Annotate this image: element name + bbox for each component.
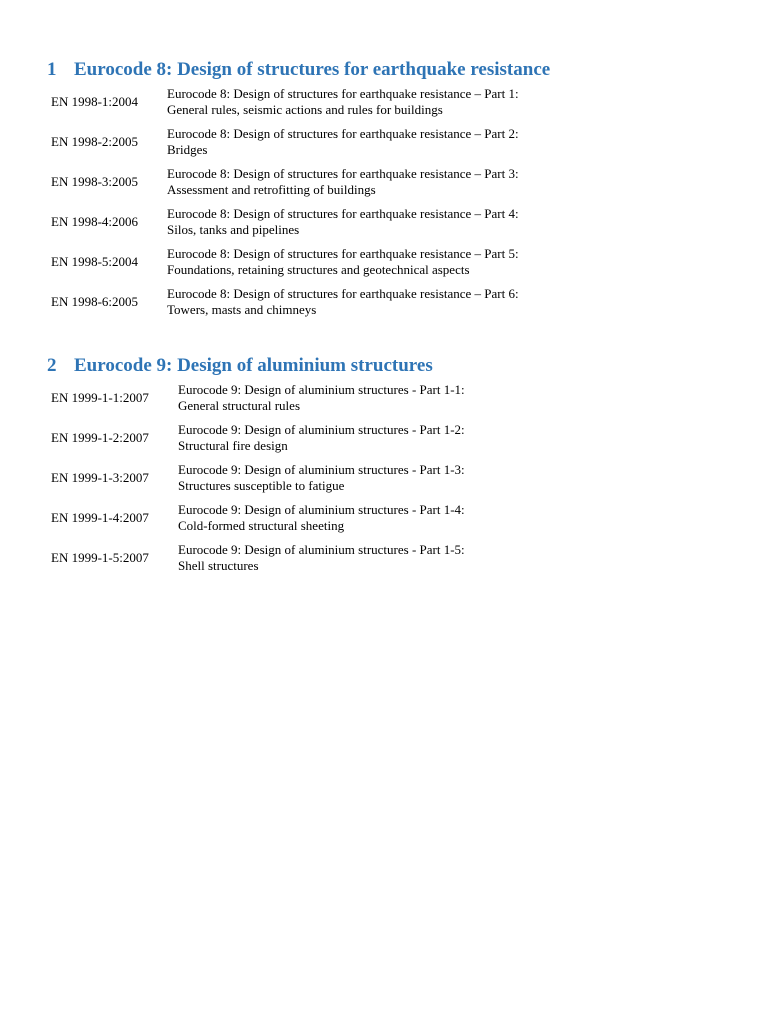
standard-code: EN 1998-5:2004 [51, 254, 139, 269]
section-number: 1 [47, 59, 57, 80]
standard-description [167, 166, 519, 198]
description-line-1: Eurocode 8: Design of structures for earthquake resistance – Part 4: [167, 206, 519, 221]
description-line-1: Eurocode 9: Design of aluminium structures - Part 1-3: [178, 462, 465, 477]
standard-description [178, 542, 465, 574]
description-line-2: Shell structures [178, 558, 259, 573]
standard-description [178, 422, 465, 454]
description-line-1: Eurocode 9: Design of aluminium structures - Part 1-1: [178, 382, 465, 397]
section-title: Eurocode 8: Design of structures for earthquake resistance [74, 59, 551, 80]
description-line-1: Eurocode 8: Design of structures for earthquake resistance – Part 1: [167, 86, 519, 101]
description-line-2: Bridges [167, 142, 208, 157]
section-title: Eurocode 9: Design of aluminium structures [74, 355, 433, 376]
standard-description [167, 246, 519, 278]
section-heading [47, 58, 727, 82]
description-line-2: Towers, masts and chimneys [167, 302, 317, 317]
standard-code: EN 1999-1-2:2007 [51, 430, 149, 445]
standard-code: EN 1999-1-4:2007 [51, 510, 149, 525]
description-line-1: Eurocode 8: Design of structures for earthquake resistance – Part 2: [167, 126, 519, 141]
standard-code: EN 1998-2:2005 [51, 134, 139, 149]
section-number: 2 [47, 355, 57, 376]
description-line-1: Eurocode 8: Design of structures for earthquake resistance – Part 3: [167, 166, 519, 181]
description-line-2: Assessment and retrofitting of buildings [167, 182, 376, 197]
description-line-2: General rules, seismic actions and rules for buildings [167, 102, 443, 117]
standard-description [167, 126, 519, 158]
standard-description [167, 206, 519, 238]
standard-code: EN 1998-6:2005 [51, 294, 139, 309]
section-heading [47, 354, 727, 378]
description-line-1: Eurocode 8: Design of structures for earthquake resistance – Part 6: [167, 286, 519, 301]
standard-code: EN 1999-1-3:2007 [51, 470, 149, 485]
standard-code: EN 1999-1-1:2007 [51, 390, 149, 405]
standard-description [178, 502, 465, 534]
description-line-2: Foundations, retaining structures and geotechnical aspects [167, 262, 470, 277]
description-line-1: Eurocode 9: Design of aluminium structures - Part 1-2: [178, 422, 465, 437]
description-line-2: Structures susceptible to fatigue [178, 478, 345, 493]
description-line-1: Eurocode 9: Design of aluminium structures - Part 1-5: [178, 542, 465, 557]
description-line-2: General structural rules [178, 398, 301, 413]
description-line-2: Structural fire design [178, 438, 288, 453]
standard-code: EN 1998-1:2004 [51, 94, 139, 109]
standard-code: EN 1998-3:2005 [51, 174, 139, 189]
description-line-1: Eurocode 8: Design of structures for earthquake resistance – Part 5: [167, 246, 519, 261]
section-eurocode-9 [47, 354, 727, 573]
standard-code: EN 1999-1-5:2007 [51, 550, 149, 565]
standard-description [167, 86, 519, 118]
description-line-2: Cold-formed structural sheeting [178, 518, 345, 533]
description-line-2: Silos, tanks and pipelines [167, 222, 300, 237]
description-line-1: Eurocode 9: Design of aluminium structures - Part 1-4: [178, 502, 465, 517]
standard-description [178, 382, 465, 414]
standard-description [178, 462, 465, 494]
standard-description [167, 286, 519, 318]
section-eurocode-8 [47, 58, 727, 317]
standard-code: EN 1998-4:2006 [51, 214, 139, 229]
